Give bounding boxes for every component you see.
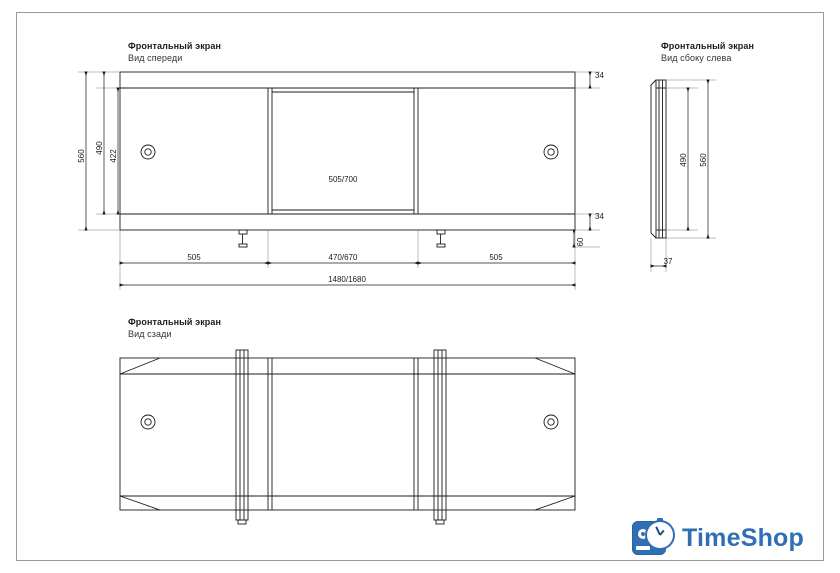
view-title-front-sub: Вид спереди <box>128 53 183 63</box>
view-title-side-main: Фронтальный экран <box>661 41 755 51</box>
camera-clock-icon <box>632 521 666 555</box>
timeshop-logo <box>632 521 804 555</box>
logo-text-time: Time <box>682 523 741 552</box>
dim-front-bottom-34: 34 <box>595 212 604 221</box>
logo-text-shop: Shop <box>740 523 804 552</box>
dim-front-60: 60 <box>576 237 585 247</box>
dim-front-center-505-700: 505/700 <box>328 175 358 184</box>
dim-front-470-670: 470/670 <box>328 253 358 262</box>
dim-front-422: 422 <box>109 149 118 163</box>
dim-side-560: 560 <box>699 153 708 167</box>
dim-side-37: 37 <box>663 257 673 266</box>
front-view-legs <box>239 230 445 247</box>
back-view-rails <box>236 350 446 524</box>
view-title-back-main: Фронтальный экран <box>128 317 222 327</box>
view-title-front-main: Фронтальный экран <box>128 41 222 51</box>
dim-front-490: 490 <box>95 141 104 155</box>
front-view-geometry <box>120 72 575 230</box>
dim-side-490: 490 <box>679 153 688 167</box>
view-title-side-sub: Вид сбоку слева <box>661 53 732 63</box>
side-view-geometry <box>651 80 666 238</box>
dim-front-total: 1480/1680 <box>328 275 366 284</box>
dim-front-560: 560 <box>77 149 86 163</box>
side-view-extension-lines <box>651 80 716 272</box>
dim-front-505-left: 505 <box>187 253 201 262</box>
logo-text <box>682 524 804 553</box>
back-view-handles <box>141 415 558 429</box>
front-view-vertical-dims <box>86 72 590 247</box>
view-title-back-sub: Вид сзади <box>128 329 172 339</box>
dim-front-505-right: 505 <box>489 253 503 262</box>
dim-front-top-34: 34 <box>595 71 604 80</box>
back-view-geometry <box>120 358 575 510</box>
front-view-handles <box>141 145 558 159</box>
